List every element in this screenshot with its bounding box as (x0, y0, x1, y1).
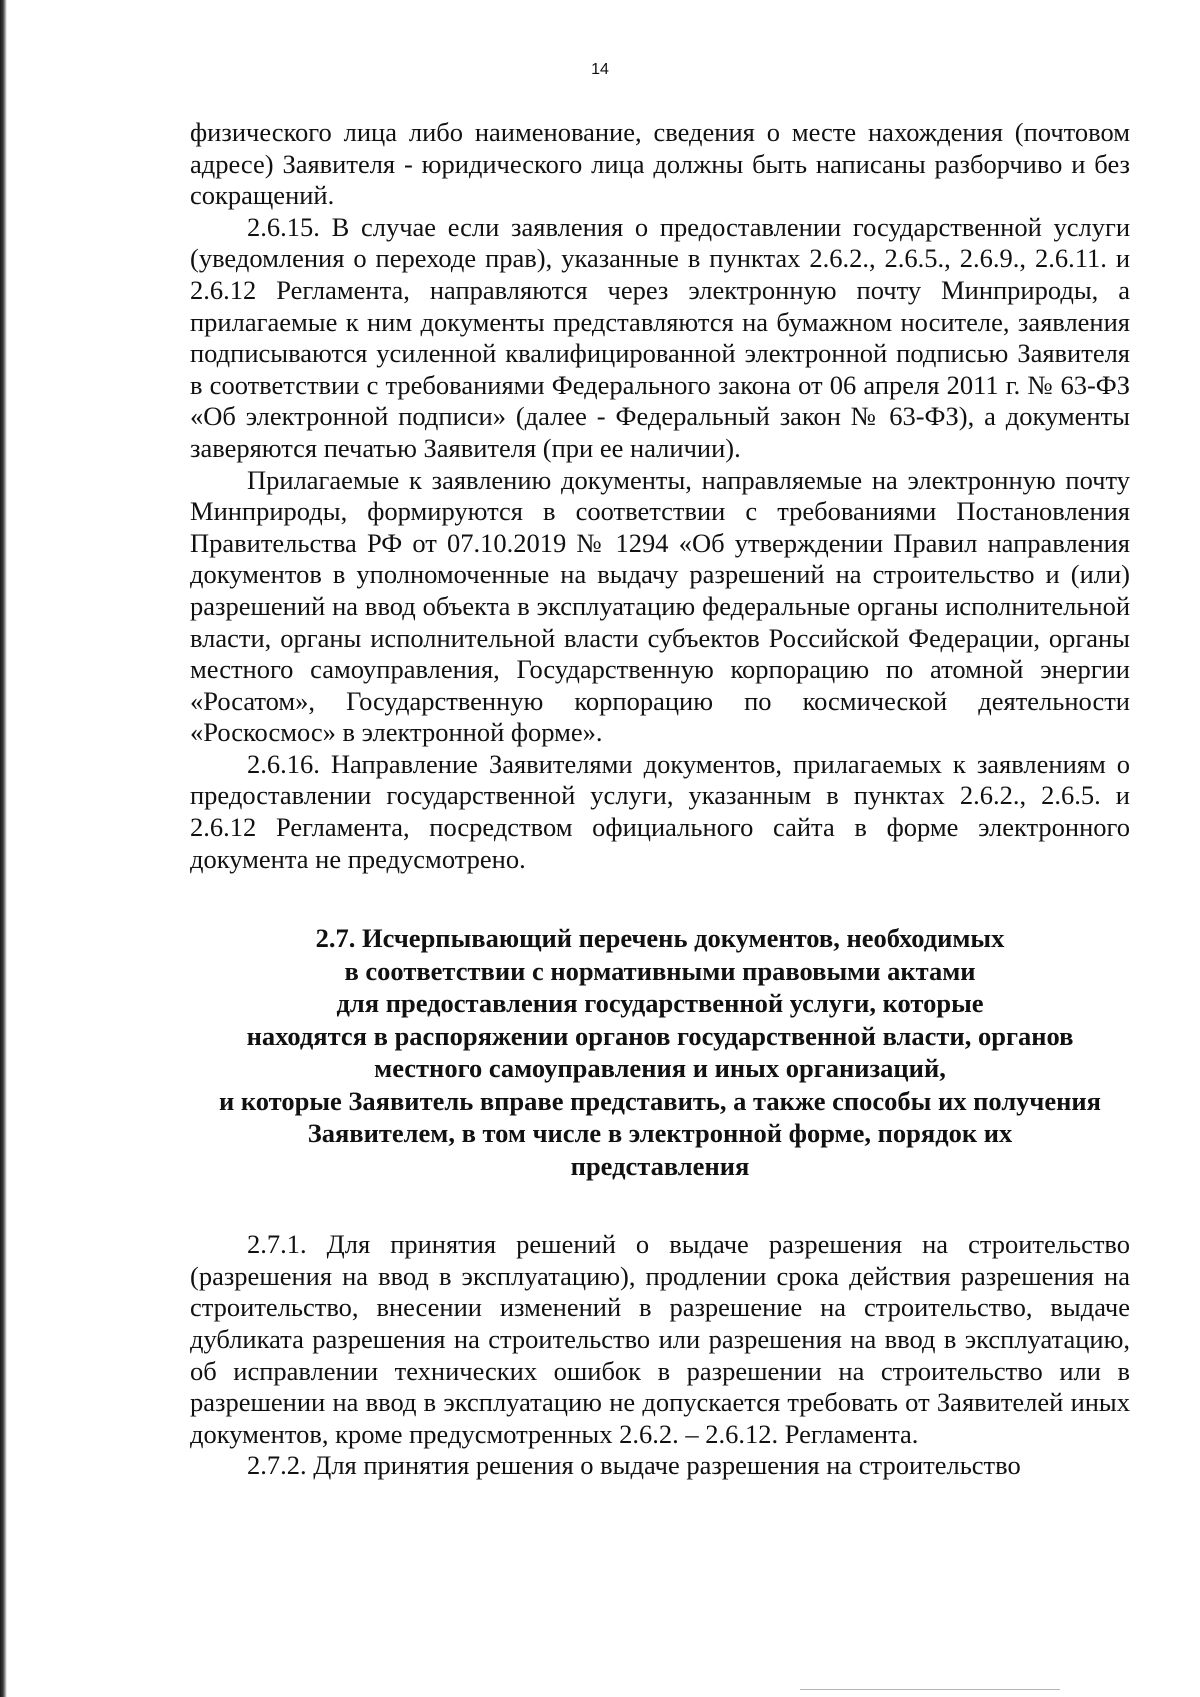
scan-left-edge (0, 0, 7, 1697)
bottom-scan-line (800, 1689, 1060, 1690)
heading-line: 2.7. Исчерпывающий перечень документов, необходимых (315, 923, 1005, 954)
heading-line: представления (570, 1150, 750, 1181)
document-body (190, 117, 1130, 1482)
heading-line: Заявителем, в том числе в электронной форме, порядок их (307, 1118, 1013, 1149)
paragraph-2-7-1: 2.7.1. Для принятия решений о выдаче разрешения на строительство (разрешения на ввод в эксплуатацию), продлении срока действия разрешения на строительство, внесении изменений в разрешение на строительство, выдаче дубликата разрешения на строительство или разрешения на ввод в эксплуатацию, об исправлении технических ошибок в разрешении на строительство или в разрешении на ввод в эксплуатацию не допускается требовать от Заявителей иных документов, кроме предусмотренных 2.6.2. – 2.6.12. Регламента. (190, 1229, 1130, 1449)
paragraph-2-7-2: 2.7.2. Для принятия решения о выдаче разрешения на строительство (247, 1450, 1021, 1481)
heading-line: в соответствии с нормативными правовыми актами (344, 955, 976, 986)
heading-line: находятся в распоряжении органов государственной власти, органов (246, 1020, 1074, 1051)
page-number: 14 (591, 61, 609, 78)
paragraph-attached-documents: Прилагаемые к заявлению документы, направляемые на электронную почту Минприроды, формируются в соответствии с требованиями Постановления Правительства РФ от 07.10.2019 № 1294 «Об утверждении Правил направления документов в уполномоченные на выдачу разрешений на строительство и (или) разрешений на ввод объекта в эксплуатацию федеральные органы исполнительной власти, органы исполнительной власти субъектов Российской Федерации, органы местного самоуправления, Государственную корпорацию по атомной энергии «Росатом», Государственную корпорацию по космической деятельности «Роскосмос» в электронной форме». (190, 464, 1130, 748)
paragraph-2-6-16: 2.6.16. Направление Заявителями документов, прилагаемых к заявлениям о предоставлении государственной услуги, указанным в пунктах 2.6.2., 2.6.5. и 2.6.12 Регламента, посредством официального сайта в форме электронного документа не предусмотрено. (190, 748, 1130, 874)
heading-line: местного самоуправления и иных организаций, (374, 1053, 946, 1084)
paragraph-2-6-15: 2.6.15. В случае если заявления о предоставлении государственной услуги (уведомления о переходе прав), указанные в пунктах 2.6.2., 2.6.5., 2.6.9., 2.6.11. и 2.6.12 Регламента, направляются через электронную почту Минприроды, а прилагаемые к ним документы представляются на бумажном носителе, заявления подписываются усиленной квалифицированной электронной подписью Заявителя в соответствии с требованиями Федерального закона от 06 апреля 2011 г. № 63-ФЗ «Об электронной подписи» (далее - Федеральный закон № 63-ФЗ), а документы заверяются печатью Заявителя (при ее наличии). (190, 211, 1130, 463)
heading-line: для предоставления государственной услуги, которые (336, 988, 984, 1019)
paragraph-continuation: физического лица либо наименование, сведения о месте нахождения (почтовом адресе) Заявителя - юридического лица должны быть написаны разборчиво и без сокращений. (190, 117, 1130, 211)
section-heading-2-7 (190, 922, 1130, 1182)
heading-line: и которые Заявитель вправе представить, а также способы их получения (218, 1085, 1102, 1116)
